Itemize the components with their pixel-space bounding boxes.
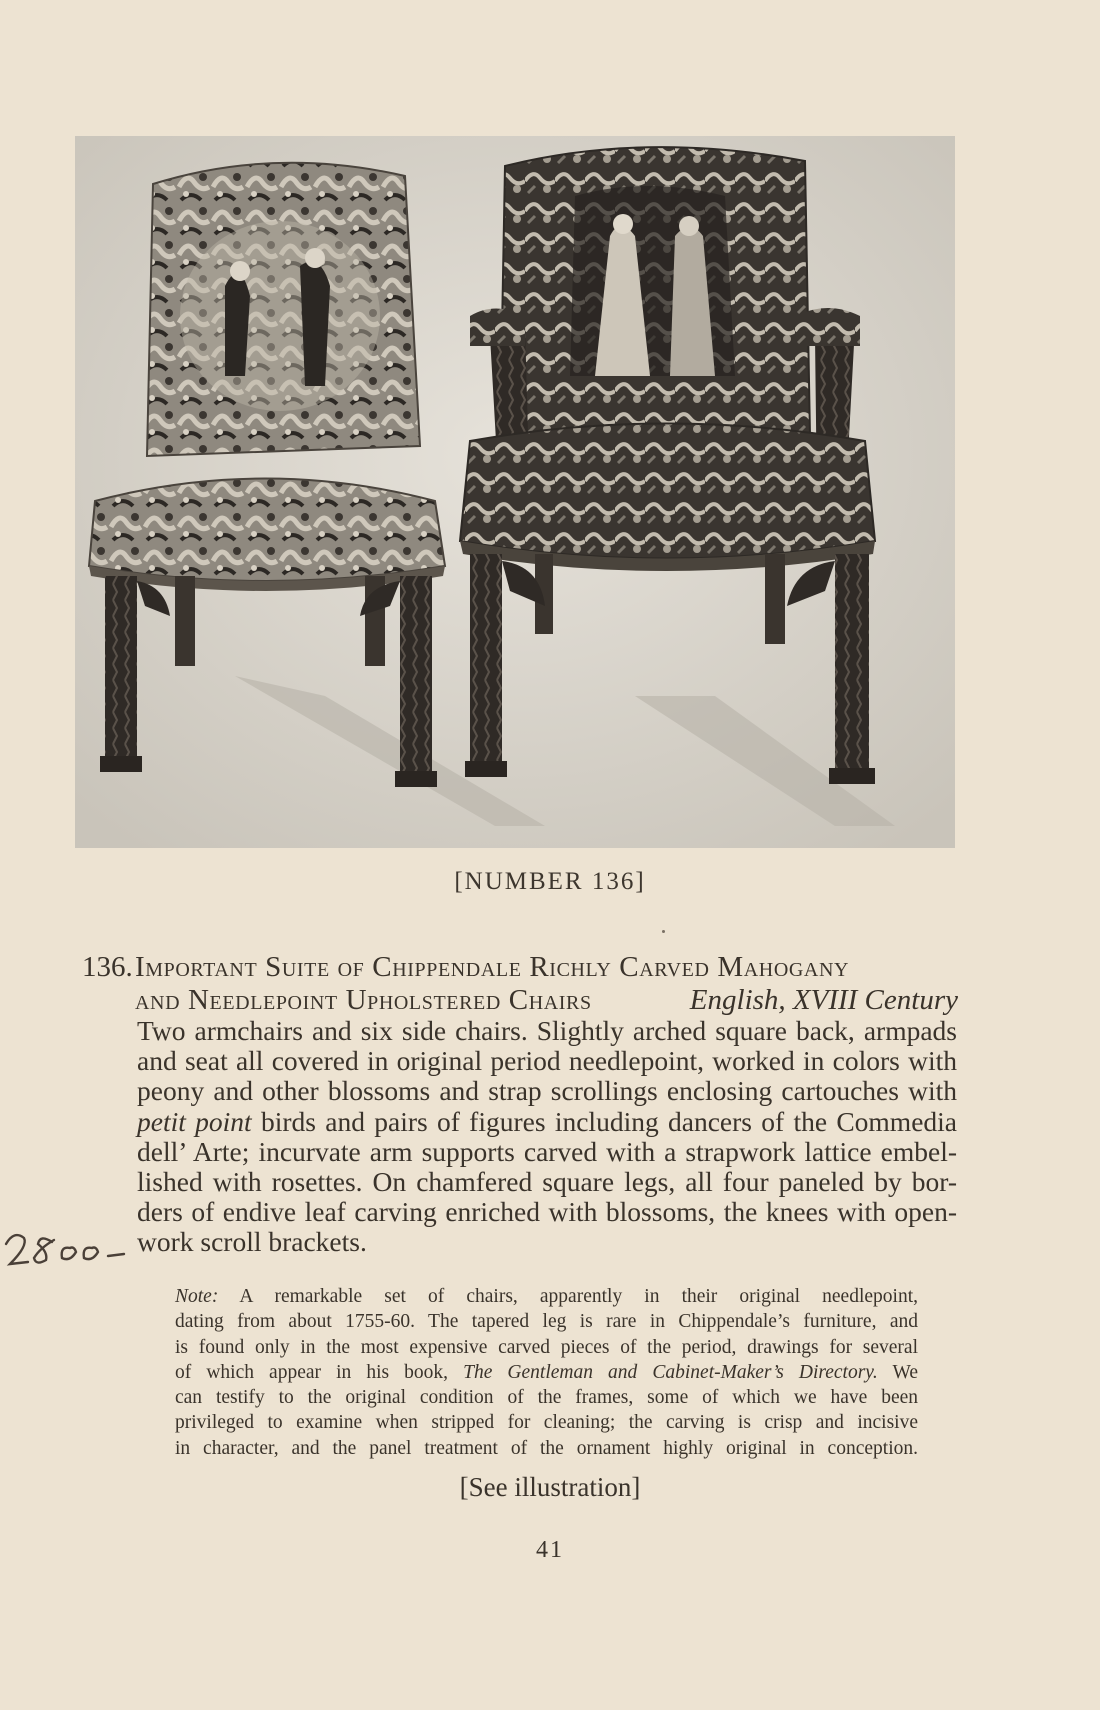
- description-line: peony and other blossoms and strap scrollings enclosing cartouches with: [137, 1075, 957, 1107]
- lot-title-line-1: Important Suite of Chippendale Richly Carved Mahogany: [135, 951, 850, 983]
- note-line: privileged to examine when stripped for cleaning; the carving is crisp and incisive: [175, 1412, 918, 1434]
- plate-caption: [NUMBER 136]: [454, 868, 646, 895]
- note-line: [175, 1284, 918, 1309]
- note-text: A remarkable set of chairs, apparently in their original needlepoint,: [218, 1286, 918, 1307]
- book-title: The Gentleman and Cabinet-Maker’s Directory.: [463, 1361, 878, 1383]
- description-line: lished with rosettes. On chamfered square legs, all four paneled by bor-: [137, 1166, 957, 1198]
- note-line: in character, and the panel treatment of the ornament highly original in conception.: [175, 1437, 918, 1459]
- printing-speck: [662, 930, 665, 933]
- note-label: Note:: [175, 1286, 219, 1307]
- note-line: is found only in the most expensive carved pieces of the period, drawings for several: [175, 1336, 918, 1358]
- description-line: Two armchairs and six side chairs. Slightly arched square back, armpads: [137, 1015, 957, 1046]
- note-line: [175, 1360, 918, 1385]
- description-text: birds and pairs of figures including dancers of the Commedia: [251, 1105, 957, 1137]
- handwritten-price: [0, 1226, 140, 1274]
- lot-note: [175, 1284, 918, 1461]
- description-italic: petit point: [137, 1105, 252, 1137]
- description-line: work scroll brackets.: [137, 1226, 367, 1258]
- description-line: dell’ Arte; incurvate arm supports carved with a strapwork lattice embel-: [137, 1135, 957, 1167]
- note-text: We: [877, 1361, 918, 1383]
- chairs-photograph: [75, 136, 955, 848]
- note-text: of which appear in his book,: [175, 1361, 464, 1383]
- lot-description: [137, 1016, 957, 1258]
- description-line: and seat all covered in original period needlepoint, worked in colors with: [137, 1045, 957, 1077]
- note-line: dating from about 1755-60. The tapered leg is rare in Chippendale’s furniture, and: [175, 1311, 918, 1333]
- page-number: 41: [536, 1537, 564, 1563]
- description-line: ders of endive leaf carving enriched with blossoms, the knees with open-: [137, 1196, 957, 1228]
- description-line: [137, 1107, 957, 1137]
- lot-number: 136.: [82, 951, 133, 983]
- chairs-illustration: [75, 136, 955, 848]
- see-illustration: [See illustration]: [459, 1472, 641, 1502]
- note-line: can testify to the original condition of the frames, some of which we have been: [175, 1387, 918, 1409]
- lot-title-line-2: and Needlepoint Upholstered Chairs: [135, 984, 592, 1016]
- lot-period: English, XVIII Century: [689, 984, 958, 1016]
